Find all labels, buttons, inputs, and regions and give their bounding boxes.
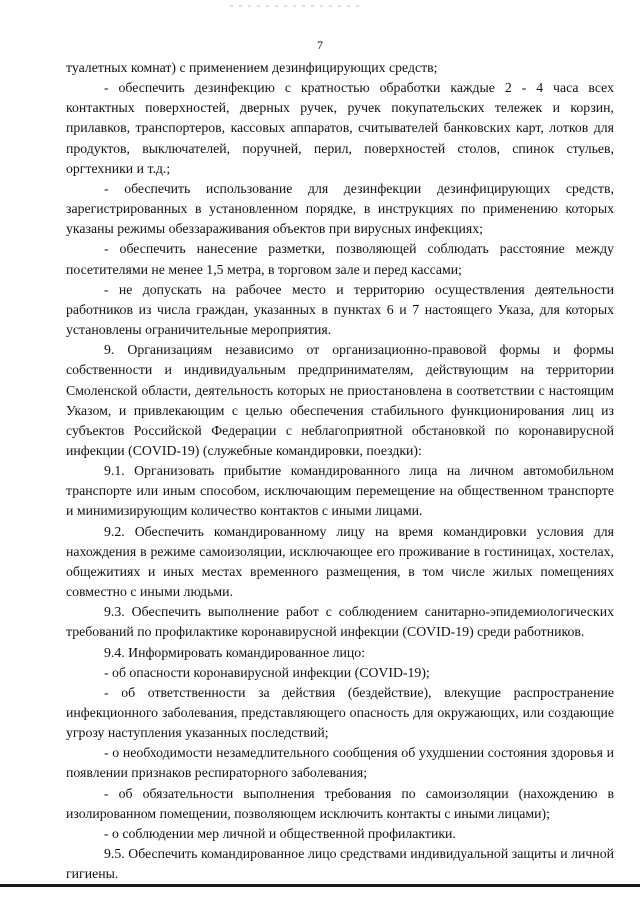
paragraph-9-2: 9.2. Обеспечить командированному лицу на время командировки условия для нахождения в режиме самоизоляции, исключающее его проживание в гостиницах, хостелах, общежитиях и иных местах временного размещения, в том числе жилых помещениях совместно с иными людьми. [66,523,614,600]
paragraph-workplace-access: - не допускать на рабочее место и территорию осуществления деятельности работников из числа граждан, указанных в пунктах 6 и 7 настоящего Указа, для которых установлены ограничительные мероприятия. [66,281,614,338]
paragraph-distance-marking: - обеспечить нанесение разметки, позволяющей соблюдать расстояние между посетителями не менее 1,5 метра, в торговом зале и перед кассами; [66,241,614,277]
paragraph-9-4: 9.4. Информировать командированное лицо: [104,644,366,660]
paragraph-9-1: 9.1. Организовать прибытие командированного лица на личном автомобильном транспорте или иным способом, исключающим перемещение на общественном транспорте и минимизирующим количество контактов с иными лицами. [66,463,614,519]
scan-artifact [230,5,360,7]
bottom-divider [0,884,640,887]
list-item-self-isolation: - об обязательности выполнения требования по самоизоляции (нахождению в изолированном помещении, позволяющем исключить контакты с иными лицами); [66,785,614,821]
paragraph-9-5: 9.5. Обеспечить командированное лицо средствами индивидуальной защиты и личной гигиены. [66,846,614,882]
list-item-danger: - об опасности коронавирусной инфекции (COVID-19); [104,664,430,680]
list-item-responsibility: - об ответственности за действия (бездействие), влекущие распространение инфекционного заболевания, представляющего опасность для окружающих, или создающие угрозу наступления указанных последствий; [66,684,614,741]
paragraph-9-3: 9.3. Обеспечить выполнение работ с соблюдением санитарно-эпидемиологических требований по профилактике коронавирусной инфекции (COVID-19) среди работников. [66,604,614,640]
paragraph-disinfectants: - обеспечить использование для дезинфекции дезинфицирующих средств, зарегистрированных в установленном порядке, в инструкциях по применению которых указаны режимы обеззараживания объектов при вирусных инфекциях; [66,180,614,237]
paragraph-continuation: туалетных комнат) с применением дезинфицирующих средств; [66,60,438,75]
document-body [66,58,614,884]
list-item-health-report: - о необходимости незамедлительного сообщения об ухудшении состояния здоровья и появлении признаков респираторного заболевания; [66,745,614,781]
page-number: 7 [317,38,323,52]
list-item-prevention: - о соблюдении мер личной и общественной профилактики. [104,825,456,841]
paragraph-9: 9. Организациям независимо от организационно-правовой формы и формы собственности и индивидуальным предпринимателям, действующим на территории Смоленской области, деятельность которых не приостановлена в соответствии с настоящим Указом, и привлекающим с целью обеспечения стабильного функционирования лиц из субъектов Российской Федерации с неблагоприятной обстановкой по коронавирусной инфекции (COVID-19) (служебные командировки, поездки): [66,342,614,458]
paragraph-disinfection-frequency: - обеспечить дезинфекцию с кратностью обработки каждые 2 - 4 часа всех контактных поверхностей, дверных ручек, ручек покупательских тележек и корзин, прилавков, транспортеров, кассовых аппаратов, считывателей банковских карт, лотков для продуктов, выключателей, поручней, перил, поверхностей столов, спинок стульев, оргтехники и т.д.; [66,80,614,176]
